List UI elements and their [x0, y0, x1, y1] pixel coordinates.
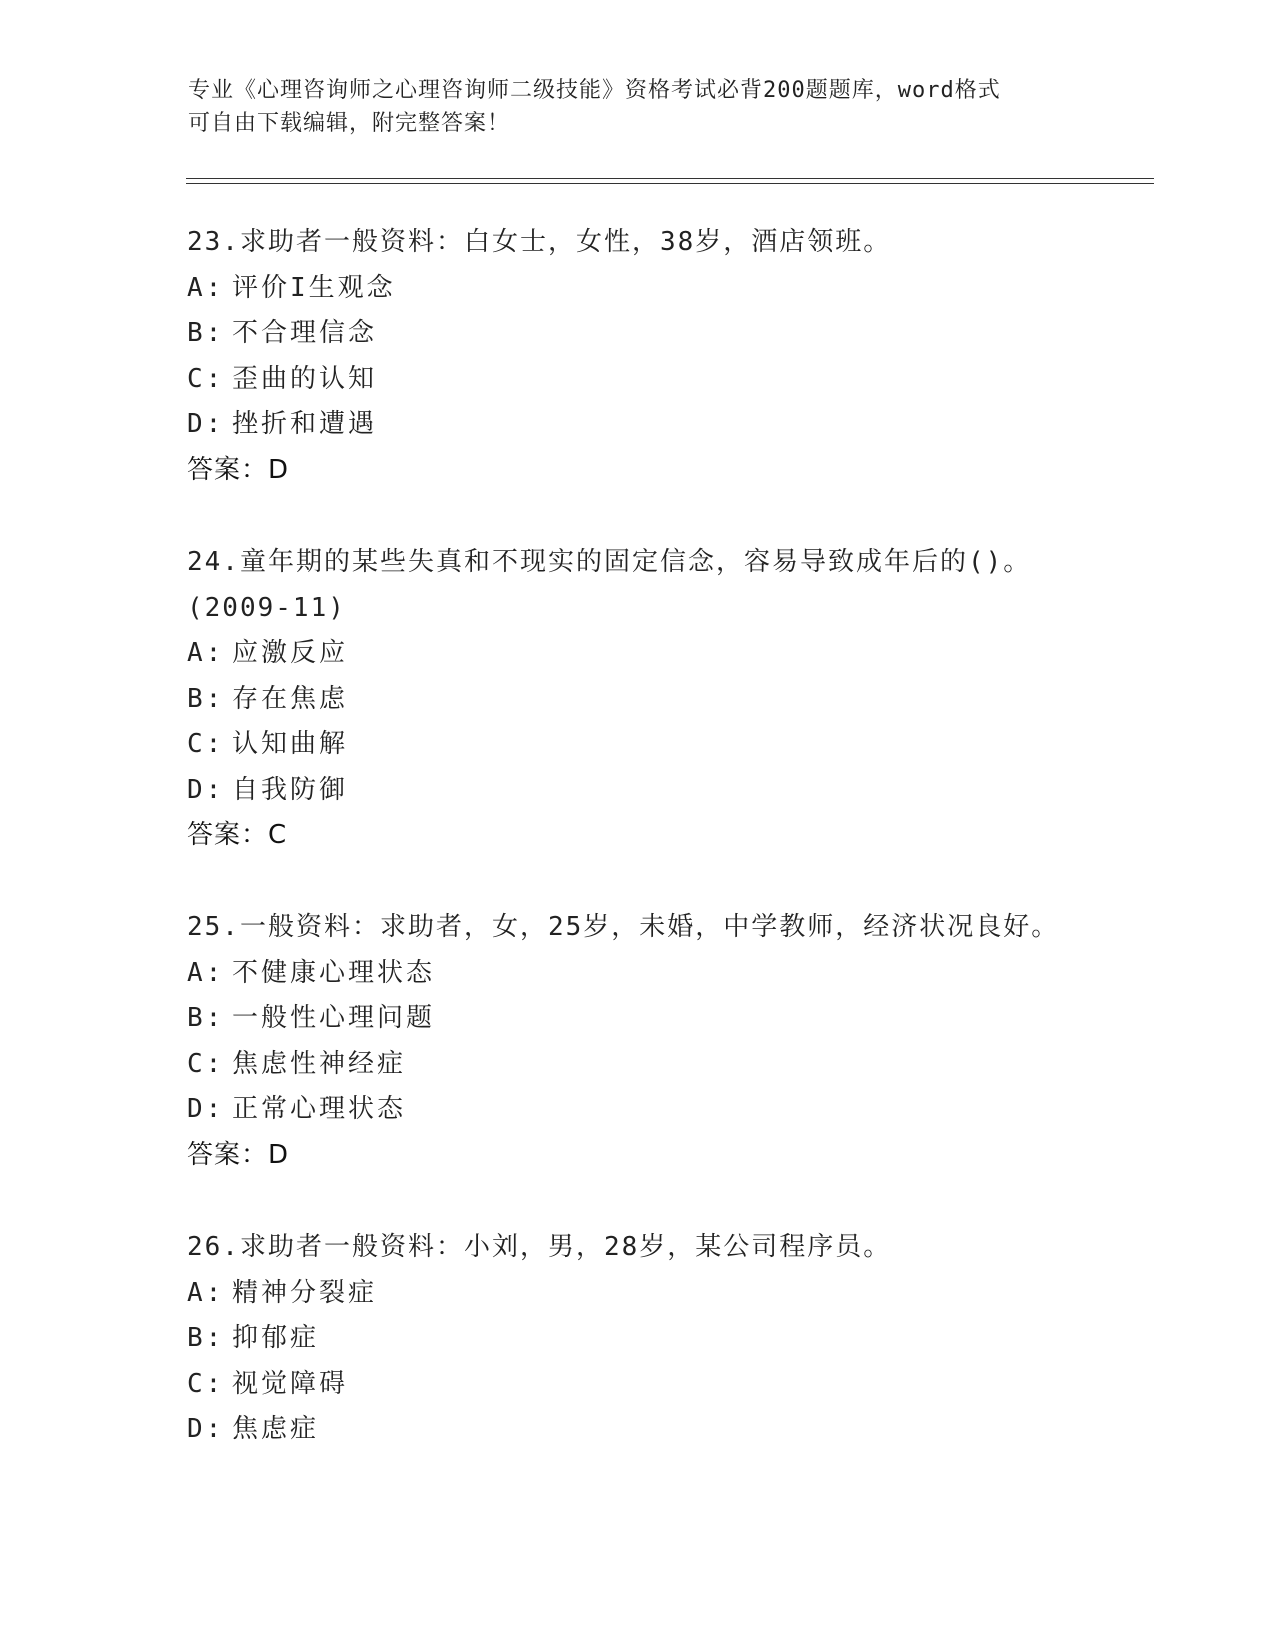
option-b [187, 677, 1107, 723]
question-stem: 23.求助者一般资料：白女士，女性，38岁，酒店领班。 [187, 227, 892, 257]
option-d [187, 1407, 1107, 1453]
option-letter: C: [187, 1048, 225, 1079]
option-text: 焦虑症 [232, 1414, 320, 1444]
option-letter: A: [187, 638, 225, 668]
option-b [187, 996, 1107, 1042]
option-text: 自我防御 [232, 774, 349, 805]
option-letter: C: [187, 729, 225, 759]
header-line-2: 可自由下载编辑，附完整答案！ [188, 111, 511, 136]
answer-line: 答案：D [187, 454, 290, 485]
option-letter: C: [187, 363, 225, 394]
option-letter: B: [187, 683, 225, 714]
question-stem-continuation: (2009-11) [187, 592, 346, 623]
option-letter: D: [187, 774, 225, 805]
option-c [187, 1042, 1107, 1088]
option-letter: B: [187, 318, 225, 348]
option-text: 焦虑性神经症 [232, 1048, 407, 1079]
option-text: 评价I生观念 [232, 272, 396, 303]
question-block [187, 905, 1107, 1178]
document-header [188, 74, 1068, 140]
option-text: 不健康心理状态 [232, 957, 436, 988]
question-block [187, 540, 1107, 859]
question-stem: 25.一般资料：求助者，女，25岁，未婚，中学教师，经济状况良好。 [187, 912, 1060, 942]
option-letter: A: [187, 1277, 225, 1308]
option-letter: A: [187, 957, 225, 988]
header-line-1: 专业《心理咨询师之心理咨询师二级技能》资格考试必背200题题库，word格式 [188, 78, 1001, 103]
answer-line: 答案：C [187, 820, 288, 850]
option-a [187, 266, 1107, 312]
option-letter: A: [187, 272, 225, 303]
option-text: 应激反应 [232, 638, 349, 668]
option-text: 精神分裂症 [232, 1277, 378, 1308]
option-d [187, 768, 1107, 814]
question-stem: 26.求助者一般资料：小刘，男，28岁，某公司程序员。 [187, 1232, 892, 1262]
option-c [187, 357, 1107, 403]
answer-line: 答案：D [187, 1139, 290, 1170]
option-letter: B: [187, 1003, 225, 1033]
option-c [187, 1362, 1107, 1408]
option-text: 认知曲解 [232, 729, 349, 759]
option-c [187, 722, 1107, 768]
option-letter: B: [187, 1323, 225, 1353]
option-a [187, 1271, 1107, 1317]
option-a [187, 631, 1107, 677]
option-a [187, 951, 1107, 997]
option-text: 挫折和遭遇 [232, 409, 378, 439]
option-letter: D: [187, 1414, 225, 1444]
option-text: 一般性心理问题 [232, 1003, 436, 1033]
option-b [187, 1316, 1107, 1362]
option-text: 视觉障碍 [232, 1368, 349, 1399]
option-d [187, 402, 1107, 448]
option-d [187, 1087, 1107, 1133]
option-text: 不合理信念 [232, 318, 378, 348]
question-block [187, 1225, 1107, 1453]
option-letter: D: [187, 409, 225, 439]
question-stem: 24.童年期的某些失真和不现实的固定信念，容易导致成年后的()。 [187, 547, 1032, 577]
option-text: 抑郁症 [232, 1323, 320, 1353]
option-text: 歪曲的认知 [232, 363, 378, 394]
header-double-rule [186, 178, 1154, 184]
option-letter: C: [187, 1368, 225, 1399]
question-block [187, 220, 1107, 493]
option-letter: D: [187, 1094, 225, 1124]
option-text: 正常心理状态 [232, 1094, 407, 1124]
option-text: 存在焦虑 [232, 683, 349, 714]
option-b [187, 311, 1107, 357]
